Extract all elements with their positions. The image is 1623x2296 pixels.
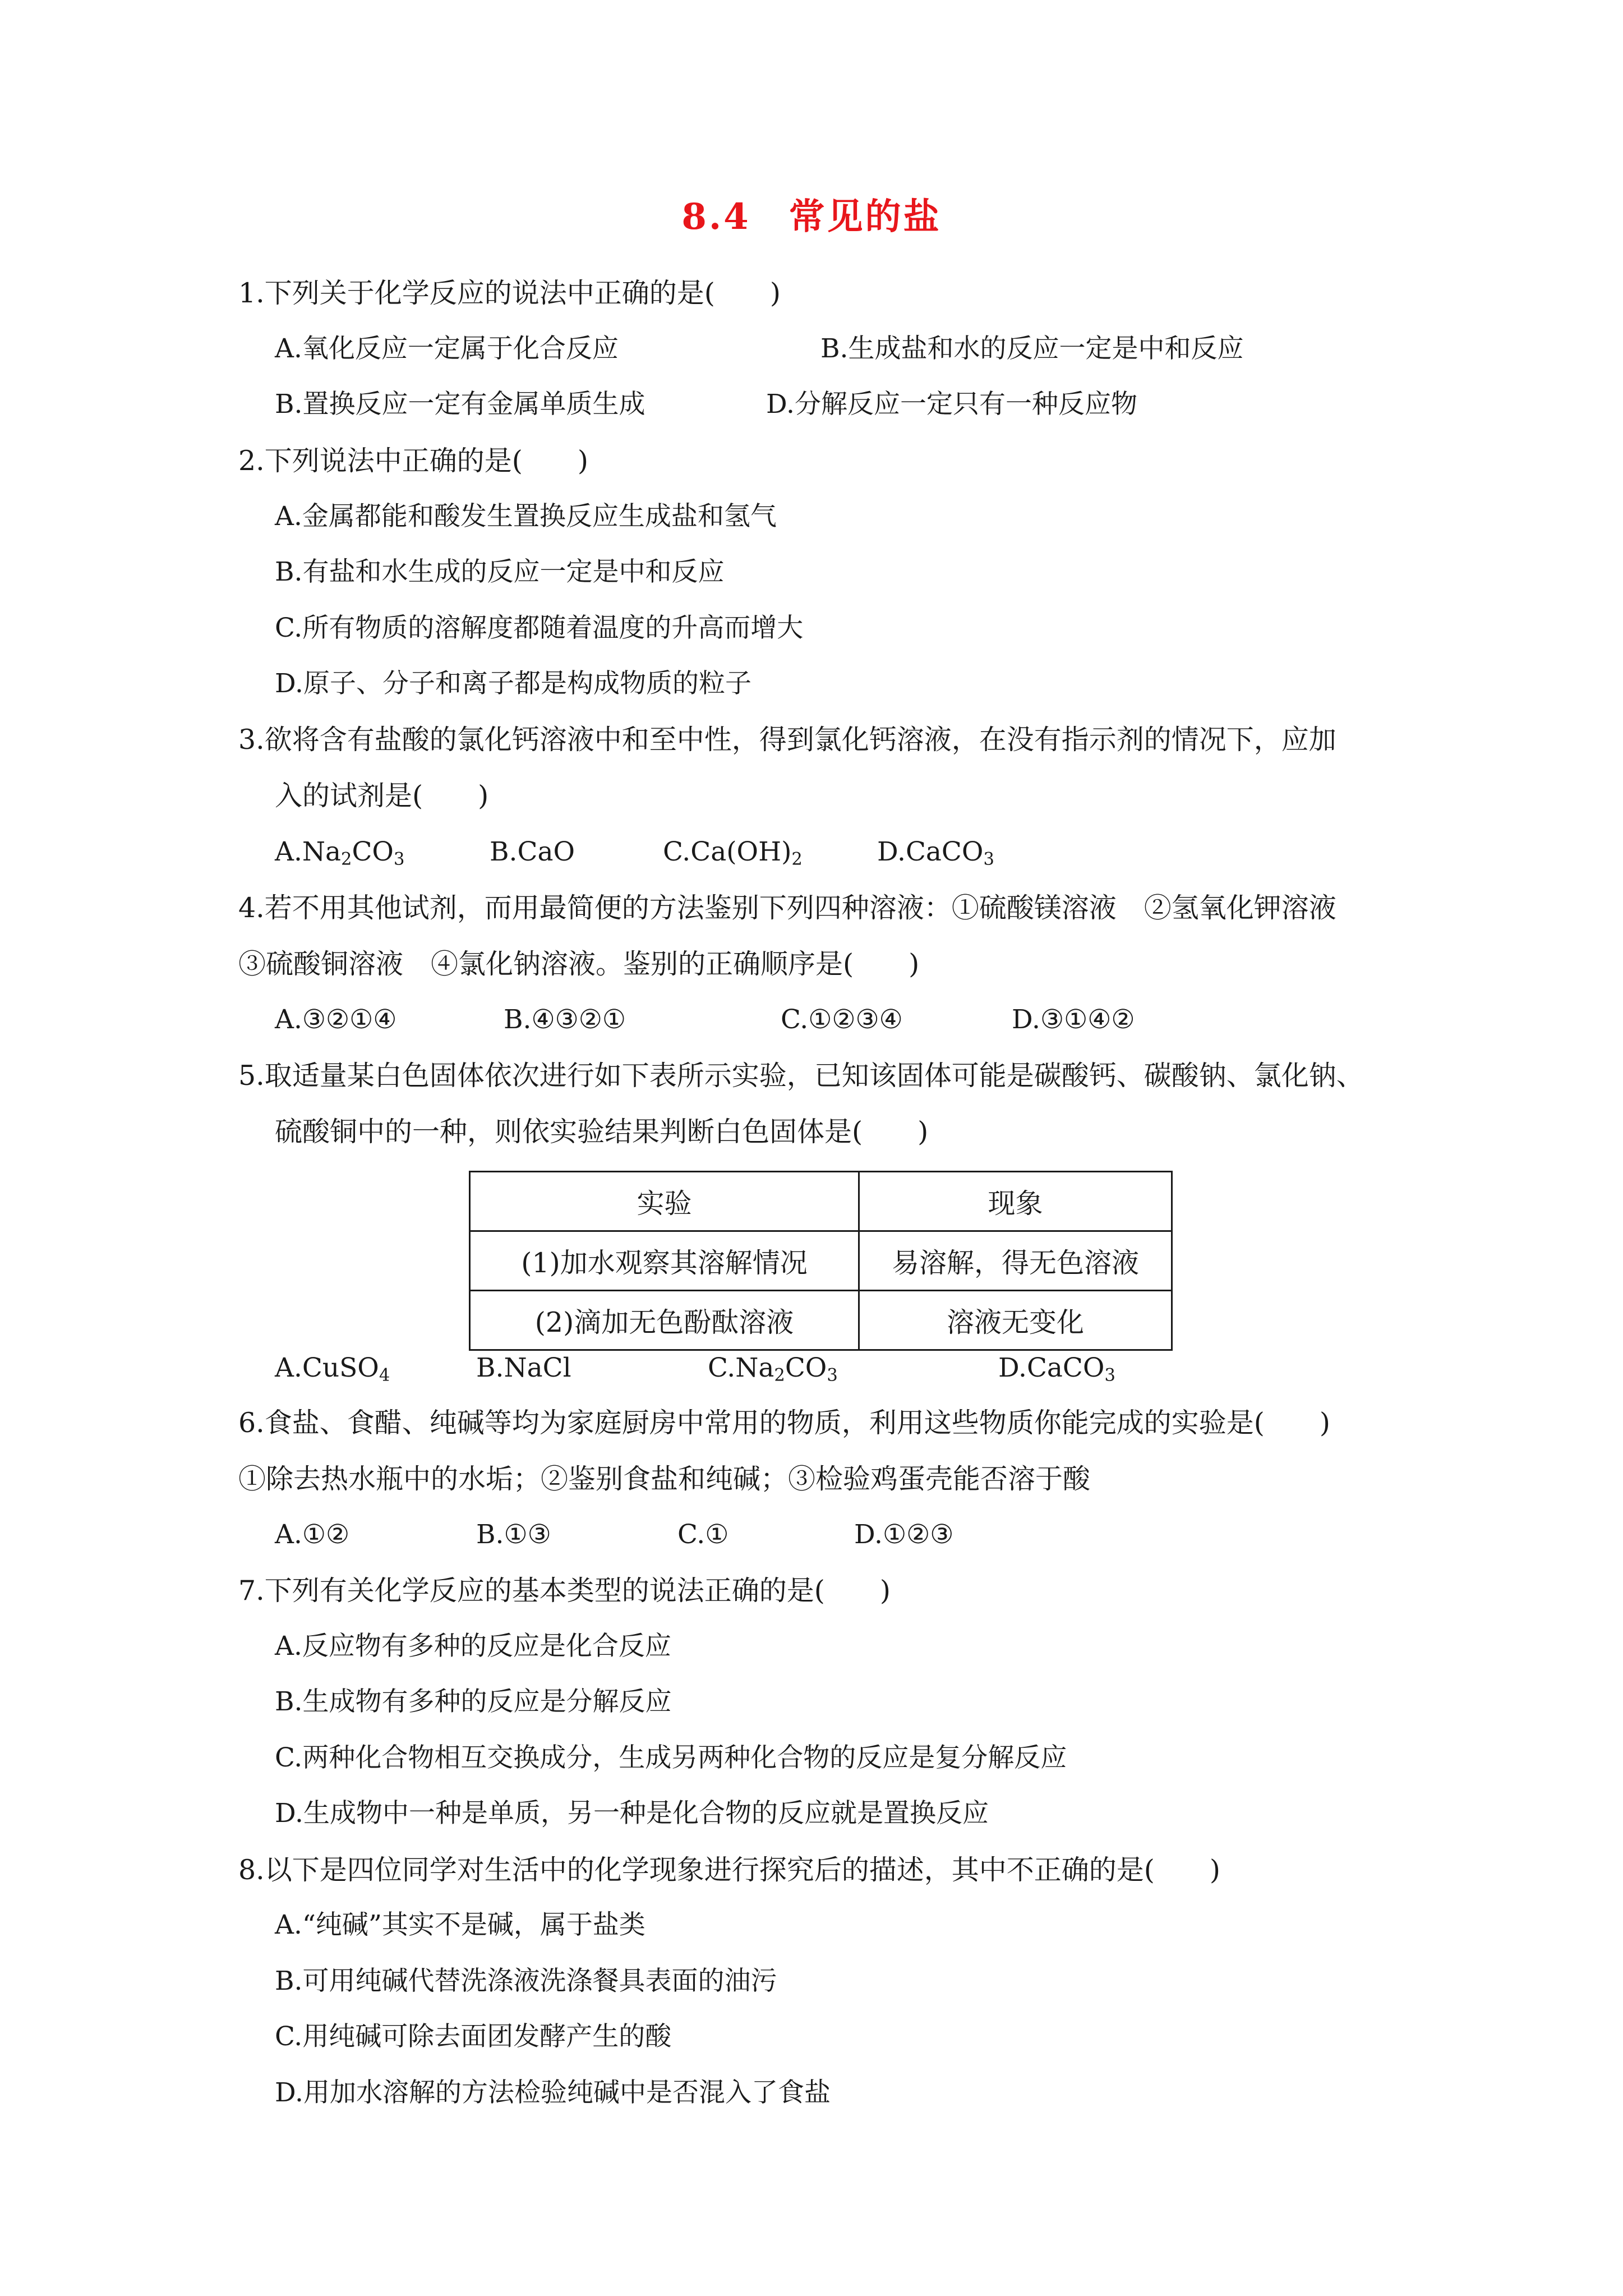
question-1-option-c: B.置换反应一定有金属单质生成 xyxy=(275,389,645,420)
question-7-stem: 7.下列有关化学反应的基本类型的说法正确的是( ) xyxy=(238,1575,891,1607)
question-7-option-c: C.两种化合物相互交换成分，生成另两种化合物的反应是复分解反应 xyxy=(275,1742,1067,1773)
question-7-option-b: B.生成物有多种的反应是分解反应 xyxy=(275,1686,672,1717)
question-3-option-c: $C.Ca(OH)_2$ xyxy=(663,836,803,869)
question-6-option-d: D.①②③ xyxy=(854,1519,954,1550)
question-4-option-d: D.③①④② xyxy=(1012,1004,1135,1035)
question-4-stem-line-1: 4.若不用其他试剂，而用最简便的方法鉴别下列四种溶液：①硫酸镁溶液 ②氢氧化钾溶液 xyxy=(238,892,1336,924)
question-3-option-b: B.CaO xyxy=(490,836,575,867)
question-4-option-b: B.④③②① xyxy=(504,1004,626,1035)
question-2-option-b: B.有盐和水生成的反应一定是中和反应 xyxy=(275,556,725,587)
question-3-stem-line-2: 入的试剂是( ) xyxy=(275,780,489,812)
question-5-stem-line-2: 硫酸铜中的一种，则依实验结果判断白色固体是( ) xyxy=(275,1116,929,1148)
table-row xyxy=(470,1291,1172,1350)
table-row xyxy=(470,1231,1172,1291)
question-3-option-a: $A.Na_2CO_3$ xyxy=(275,836,405,869)
question-6-option-b: B.①③ xyxy=(476,1519,551,1550)
question-2-option-a: A.金属都能和酸发生置换反应生成盐和氢气 xyxy=(275,501,777,532)
table-header-row xyxy=(470,1172,1172,1231)
question-1-option-d: D.分解反应一定只有一种反应物 xyxy=(766,389,1137,420)
question-1-option-b: B.生成盐和水的反应一定是中和反应 xyxy=(820,333,1244,364)
question-6-option-a: A.①② xyxy=(275,1519,350,1550)
question-2-option-d: D.原子、分子和离子都是构成物质的粒子 xyxy=(275,668,751,699)
page-title: 8.4 常见的盐 xyxy=(681,196,942,238)
question-2-stem: 2.下列说法中正确的是( ) xyxy=(238,445,588,477)
question-1-option-a: A.氧化反应一定属于化合反应 xyxy=(275,333,619,364)
table-cell: (1)加水观察其溶解情况 xyxy=(470,1231,859,1291)
question-4-stem-line-2: ③硫酸铜溶液 ④氯化钠溶液。鉴别的正确顺序是( ) xyxy=(238,948,920,980)
question-6-option-c: C.① xyxy=(677,1519,729,1550)
question-6-stem-line-1: 6.食盐、食醋、纯碱等均为家庭厨房中常用的物质，利用这些物质你能完成的实验是( ) xyxy=(238,1407,1330,1439)
question-2-option-c: C.所有物质的溶解度都随着温度的升高而增大 xyxy=(275,613,804,643)
question-6-stem-line-2: ①除去热水瓶中的水垢；②鉴别食盐和纯碱；③检验鸡蛋壳能否溶于酸 xyxy=(238,1463,1091,1495)
experiment-table xyxy=(469,1171,1173,1351)
question-5-stem-line-1: 5.取适量某白色固体依次进行如下表所示实验，已知该固体可能是碳酸钙、碳酸钠、氯化钠、 xyxy=(238,1060,1364,1092)
question-8-option-c: C.用纯碱可除去面团发酵产生的酸 xyxy=(275,2021,672,2052)
question-5-option-c: $C.Na_2CO_3$ xyxy=(708,1352,838,1386)
question-3-option-d: D.CaCO$_3$ xyxy=(877,836,994,869)
question-8-option-d: D.用加水溶解的方法检验纯碱中是否混入了食盐 xyxy=(275,2077,831,2108)
question-5-option-d: D.CaCO$_3$ xyxy=(998,1352,1115,1386)
question-7-option-a: A.反应物有多种的反应是化合反应 xyxy=(275,1631,671,1662)
question-4-option-a: A.③②①④ xyxy=(275,1004,397,1035)
question-7-option-d: D.生成物中一种是单质，另一种是化合物的反应就是置换反应 xyxy=(275,1798,989,1829)
question-4-option-c: C.①②③④ xyxy=(781,1004,903,1035)
question-8-stem: 8.以下是四位同学对生活中的化学现象进行探究后的描述，其中不正确的是( ) xyxy=(238,1854,1220,1886)
table-header-cell: 现象 xyxy=(859,1172,1172,1231)
table-cell: 易溶解，得无色溶液 xyxy=(859,1231,1172,1291)
table-cell: (2)滴加无色酚酞溶液 xyxy=(470,1291,859,1350)
question-8-option-b: B.可用纯碱代替洗涤液洗涤餐具表面的油污 xyxy=(275,1966,777,1996)
question-5-option-a: A.CuSO$_4$ xyxy=(275,1352,390,1386)
question-8-option-a: A.“纯碱”其实不是碱，属于盐类 xyxy=(275,1910,645,1940)
question-5-option-b: B.NaCl xyxy=(476,1352,571,1383)
question-3-stem-line-1: 3.欲将含有盐酸的氯化钙溶液中和至中性，得到氯化钙溶液，在没有指示剂的情况下，应加 xyxy=(238,724,1336,756)
question-1-stem: 1.下列关于化学反应的说法中正确的是( ) xyxy=(238,277,781,309)
table-cell: 溶液无变化 xyxy=(859,1291,1172,1350)
table-header-cell: 实验 xyxy=(470,1172,859,1231)
